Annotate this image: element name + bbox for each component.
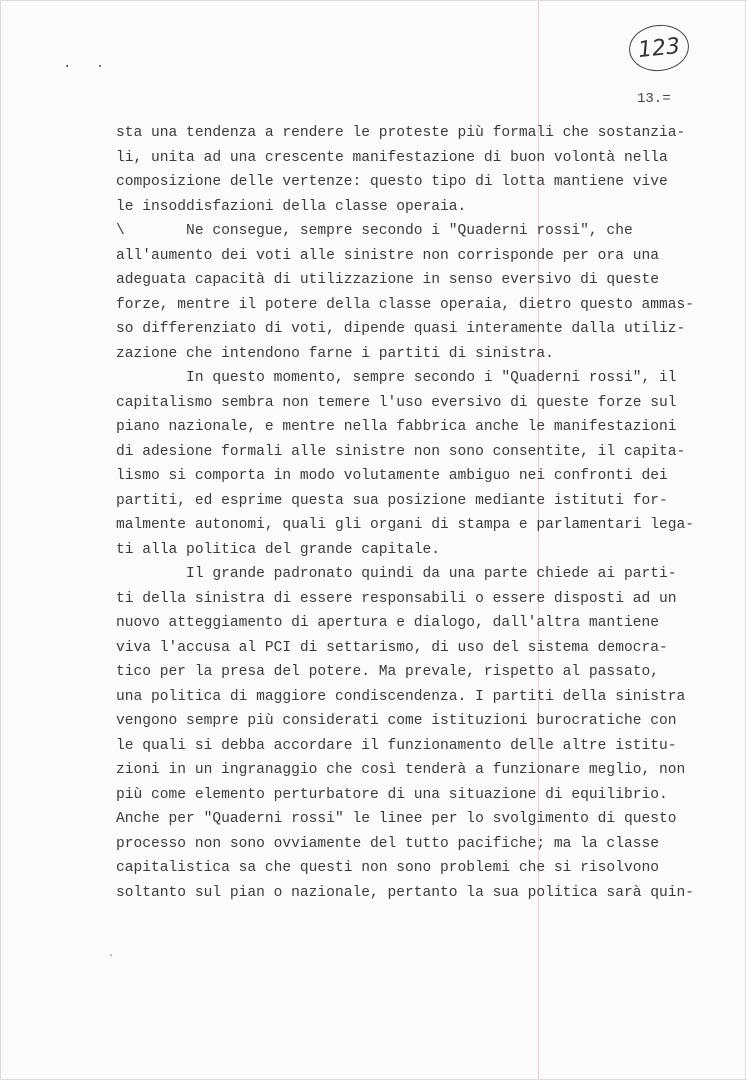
text-line: di adesione formali alle sinistre non sono consentite, il capita- — [116, 443, 686, 460]
text-line: capitalistica sa che questi non sono problemi che si risolvono — [116, 860, 659, 876]
stray-mark: · — [108, 951, 115, 962]
text-line: \ Ne consegue, sempre secondo i "Quaderni rossi", che — [116, 223, 633, 239]
text-line: viva l'accusa al PCI di settarismo, di uso del sistema democra- — [116, 639, 668, 656]
text-line: sta una tendenza a rendere le proteste più formali che sostanzia- — [116, 125, 686, 141]
text-line: una politica di maggiore condiscendenza. I partiti della sinistra — [116, 688, 686, 705]
text-line: piano nazionale, e mentre nella fabbrica anche le manifestazioni — [116, 419, 677, 435]
text-line: soltanto sul pian o nazionale, pertanto la sua politica sarà quin- — [116, 884, 695, 901]
text-line: In questo momento, sempre secondo i "Quaderni rossi", il — [116, 370, 677, 386]
header-marks: . . — [63, 56, 113, 72]
text-line: so differenziato di voti, dipende quasi interamente dalla utiliz- — [116, 321, 686, 337]
text-line: li, unita ad una crescente manifestazione di buon volontà nella — [116, 149, 668, 166]
body-text — [116, 121, 716, 905]
text-line: partiti, ed esprime questa sua posizione mediante istituti for- — [116, 492, 668, 509]
text-line: Il grande padronato quindi da una parte chiede ai parti- — [116, 566, 677, 582]
page-number: 13.= — [637, 91, 671, 107]
text-line: forze, mentre il potere della classe operaia, dietro questo ammas- — [116, 296, 695, 313]
text-line: all'aumento dei voti alle sinistre non corrisponde per ora una — [116, 247, 659, 264]
text-line: Anche per "Quaderni rossi" le linee per lo svolgimento di questo — [116, 811, 677, 827]
text-line: malmente autonomi, quali gli organi di stampa e parlamentari lega- — [116, 517, 695, 533]
text-line: processo non sono ovviamente del tutto pacifiche; ma la classe — [116, 835, 659, 852]
text-line: lismo si comporta in modo volutamente ambiguo nei confronti dei — [116, 468, 668, 484]
text-line: composizione delle vertenze: questo tipo di lotta mantiene vive — [116, 174, 668, 190]
text-line: nuovo atteggiamento di apertura e dialogo, dall'altra mantiene — [116, 615, 659, 631]
text-line: adeguata capacità di utilizzazione in senso eversivo di queste — [116, 272, 659, 288]
text-line: tico per la presa del potere. Ma prevale, rispetto al passato, — [116, 664, 659, 680]
text-line: vengono sempre più considerati come istituzioni burocratiche con — [116, 713, 677, 729]
text-line: le quali si debba accordare il funzionamento delle altre istitu- — [116, 737, 677, 754]
text-line: più come elemento perturbatore di una situazione di equilibrio. — [116, 786, 668, 803]
stamp-number: 123 — [636, 33, 682, 63]
text-line: le insoddisfazioni della classe operaia. — [116, 198, 467, 215]
text-line: zioni in un ingranaggio che così tenderà a funzionare meglio, non — [116, 762, 686, 778]
text-line: ti della sinistra di essere responsabili o essere disposti ad un — [116, 590, 677, 607]
text-line: zazione che intendono farne i partiti di sinistra. — [116, 345, 554, 362]
text-line: ti alla politica del grande capitale. — [116, 541, 441, 558]
page-stamp — [627, 22, 691, 74]
text-line: capitalismo sembra non temere l'uso eversivo di queste forze sul — [116, 394, 677, 411]
